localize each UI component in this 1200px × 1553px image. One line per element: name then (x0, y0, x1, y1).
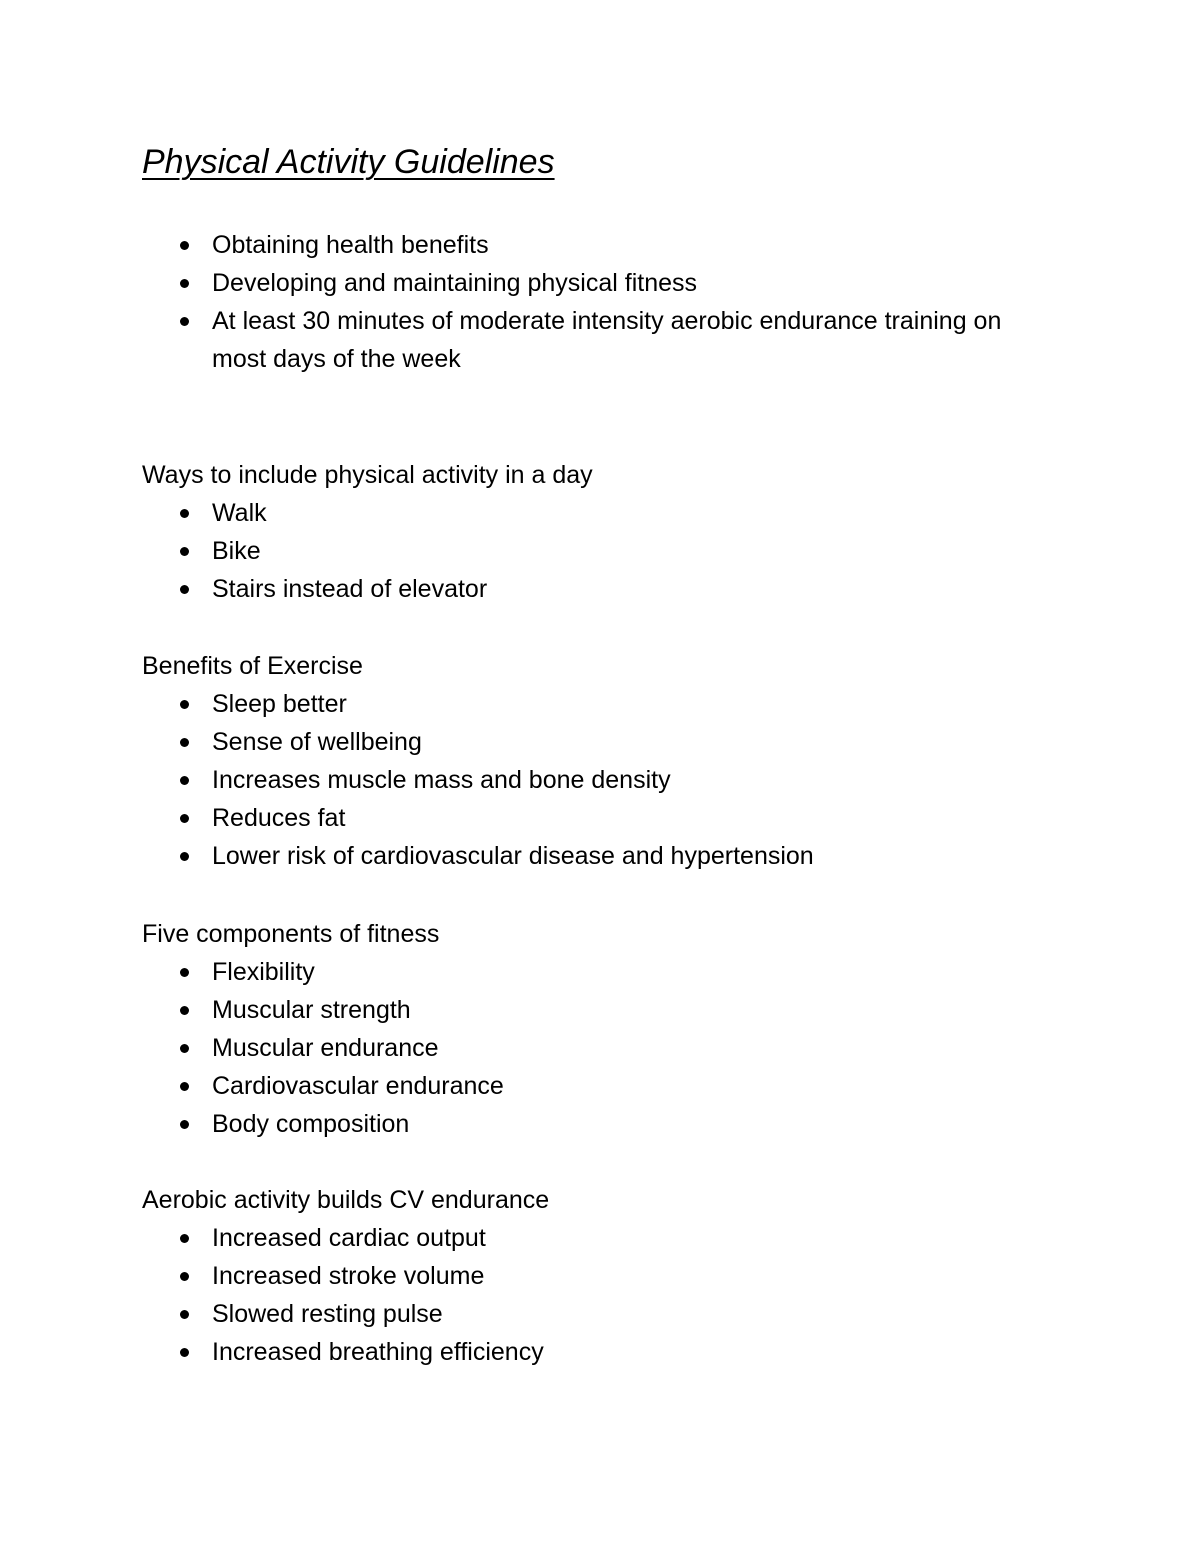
list-item (142, 761, 1062, 799)
list-item-text: Bike (212, 537, 261, 565)
list-item (142, 226, 1062, 264)
list-item-text: Stairs instead of elevator (212, 575, 488, 603)
list-item-text: Increases muscle mass and bone density (212, 766, 671, 794)
bullet-icon (180, 1310, 189, 1319)
list-item-text: Slowed resting pulse (212, 1300, 443, 1328)
list-item-text: Increased stroke volume (212, 1262, 485, 1290)
bullet-icon (180, 1272, 189, 1281)
list-item-text: At least 30 minutes of moderate intensity aerobic endurance training on most days of the week (212, 307, 1002, 373)
bullet-icon (180, 1006, 189, 1015)
bullet-icon (180, 509, 189, 518)
bullet-icon (180, 1082, 189, 1091)
section-heading: Five components of fitness (142, 920, 440, 948)
list-item (142, 837, 1062, 875)
bullet-icon (180, 1120, 189, 1129)
bullet-icon (180, 1234, 189, 1243)
section-list (142, 685, 1062, 875)
bullet-icon (180, 585, 189, 594)
list-item (142, 1333, 1062, 1371)
bullet-icon (180, 1348, 189, 1357)
list-item (142, 1257, 1062, 1295)
list-item (142, 1029, 1062, 1067)
list-item-text: Reduces fat (212, 804, 346, 832)
bullet-icon (180, 317, 189, 326)
list-item (142, 1219, 1062, 1257)
list-item-text: Developing and maintaining physical fitness (212, 269, 698, 297)
bullet-icon (180, 700, 189, 709)
list-item-text: Obtaining health benefits (212, 231, 489, 259)
list-item (142, 264, 1062, 302)
bullet-icon (180, 547, 189, 556)
section-list (142, 494, 1062, 608)
intro-section (142, 226, 1062, 378)
list-item-text: Body composition (212, 1110, 410, 1138)
list-item (142, 494, 1062, 532)
list-item (142, 953, 1062, 991)
section-list (142, 953, 1062, 1143)
section-heading: Aerobic activity builds CV endurance (142, 1186, 550, 1214)
list-item-text: Sense of wellbeing (212, 728, 422, 756)
list-item (142, 570, 1062, 608)
page-title: Physical Activity Guidelines (142, 143, 555, 181)
list-item-text: Cardiovascular endurance (212, 1072, 504, 1100)
list-item (142, 1295, 1062, 1333)
bullet-icon (180, 814, 189, 823)
section-ways-to-include-activity (142, 456, 1062, 608)
bullet-icon (180, 852, 189, 861)
section-benefits-of-exercise (142, 647, 1062, 875)
list-item (142, 991, 1062, 1029)
list-item-text: Muscular strength (212, 996, 411, 1024)
bullet-icon (180, 279, 189, 288)
list-item-text: Increased breathing efficiency (212, 1338, 544, 1366)
section-heading: Ways to include physical activity in a day (142, 461, 593, 489)
list-item (142, 532, 1062, 570)
bullet-icon (180, 1044, 189, 1053)
list-item-text: Increased cardiac output (212, 1224, 486, 1252)
list-item-text: Sleep better (212, 690, 347, 718)
bullet-icon (180, 738, 189, 747)
list-item-text: Flexibility (212, 958, 315, 986)
bullet-icon (180, 241, 189, 250)
list-item-text: Walk (212, 499, 267, 527)
list-item (142, 723, 1062, 761)
list-item-text: Muscular endurance (212, 1034, 439, 1062)
list-item-text: Lower risk of cardiovascular disease and hypertension (212, 842, 814, 870)
list-item (142, 799, 1062, 837)
list-item (142, 685, 1062, 723)
section-five-components-of-fitness (142, 915, 1062, 1143)
intro-list (142, 226, 1062, 378)
section-heading: Benefits of Exercise (142, 652, 363, 680)
list-item (142, 1067, 1062, 1105)
bullet-icon (180, 776, 189, 785)
section-aerobic-activity (142, 1181, 1062, 1371)
list-item (142, 302, 1062, 378)
list-item (142, 1105, 1062, 1143)
section-list (142, 1219, 1062, 1371)
bullet-icon (180, 968, 189, 977)
